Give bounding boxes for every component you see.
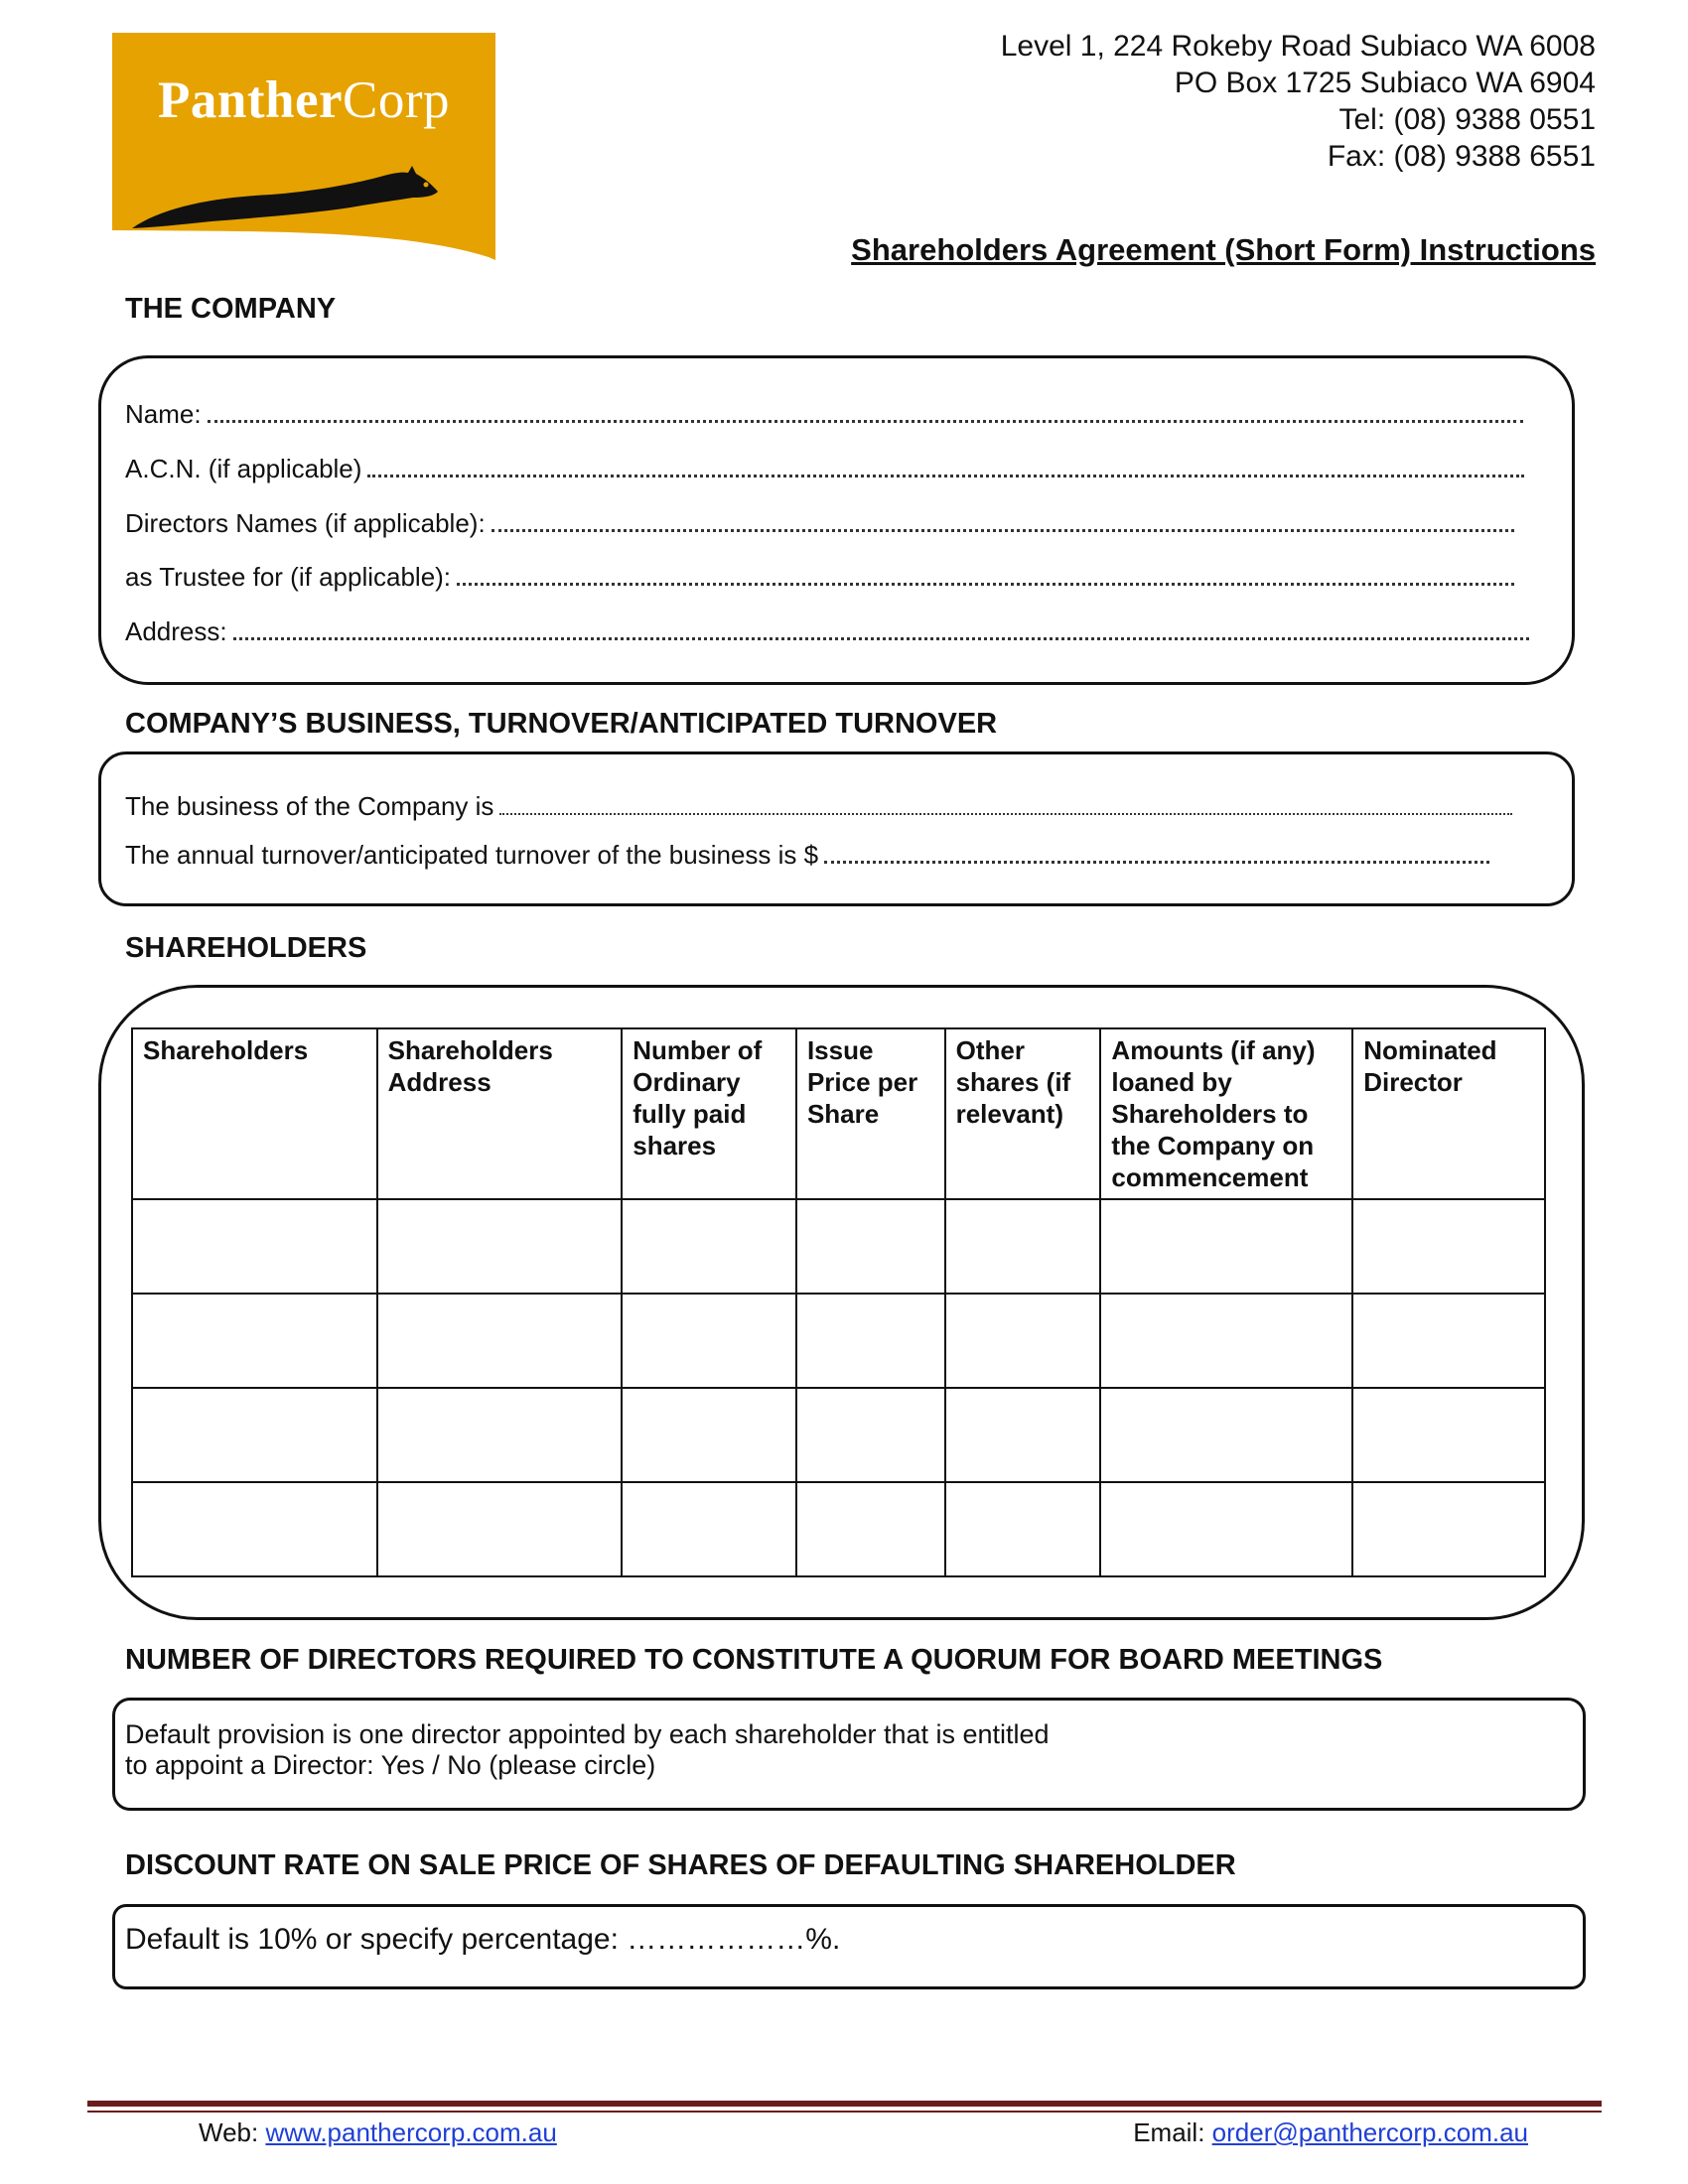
table-cell[interactable] (1100, 1482, 1352, 1576)
section-heading-quorum: NUMBER OF DIRECTORS REQUIRED TO CONSTITUTE A QUORUM FOR BOARD MEETINGS (125, 1644, 1383, 1676)
footer-divider (87, 2101, 1602, 2107)
table-cell[interactable] (1100, 1294, 1352, 1388)
table-cell[interactable] (132, 1294, 377, 1388)
table-cell[interactable] (1352, 1388, 1545, 1482)
table-cell[interactable] (1352, 1199, 1545, 1294)
table-row (132, 1294, 1545, 1388)
quorum-line: Default provision is one director appointed by each shareholder that is entitled (125, 1719, 1050, 1749)
web-label: Web: (199, 2117, 266, 2147)
email-link[interactable]: order@panthercorp.com.au (1211, 2117, 1528, 2147)
logo-wordmark: PantherCorp (157, 71, 451, 129)
column-header: Shareholders Address (377, 1028, 623, 1199)
company-logo (112, 33, 495, 260)
column-header: Amounts (if any) loaned by Shareholders to the Company on commencement (1100, 1028, 1352, 1199)
fill-in-line[interactable] (824, 860, 1489, 864)
table-cell[interactable] (796, 1294, 945, 1388)
column-header: Issue Price per Share (796, 1028, 945, 1199)
company-address-block (1001, 28, 1596, 175)
address-line: PO Box 1725 Subiaco WA 6904 (1174, 67, 1596, 99)
section-heading-business: COMPANY’S BUSINESS, TURNOVER/ANTICIPATED TURNOVER (125, 708, 998, 740)
field-label: A.C.N. (if applicable) (125, 454, 362, 483)
fill-in-line[interactable] (367, 474, 1524, 478)
table-cell[interactable] (622, 1482, 796, 1576)
fill-in-line[interactable] (492, 528, 1514, 532)
section-heading-discount: DISCOUNT RATE ON SALE PRICE OF SHARES OF DEFAULTING SHAREHOLDER (125, 1849, 1236, 1881)
table-cell[interactable] (1100, 1199, 1352, 1294)
percentage-blank[interactable]: ……………… (627, 1923, 806, 1956)
table-row (132, 1388, 1545, 1482)
column-header: Shareholders (132, 1028, 377, 1199)
table-row (132, 1482, 1545, 1576)
table-cell[interactable] (796, 1199, 945, 1294)
table-cell[interactable] (796, 1482, 945, 1576)
table-cell[interactable] (377, 1388, 623, 1482)
business-description-field[interactable] (125, 791, 1512, 822)
table-cell[interactable] (132, 1482, 377, 1576)
discount-field[interactable] (125, 1923, 840, 1957)
table-cell[interactable] (377, 1294, 623, 1388)
footer-web (199, 2117, 557, 2148)
table-cell[interactable] (377, 1482, 623, 1576)
table-row (132, 1199, 1545, 1294)
field-label: The annual turnover/anticipated turnover of the business is $ (125, 840, 819, 870)
table-cell[interactable] (796, 1388, 945, 1482)
quorum-text (125, 1719, 1050, 1781)
shareholders-table (131, 1027, 1546, 1577)
business-details-box (98, 751, 1575, 906)
table-cell[interactable] (945, 1388, 1101, 1482)
trustee-field[interactable] (125, 562, 1514, 593)
logo-background (112, 33, 495, 260)
column-header: Other shares (if relevant) (945, 1028, 1101, 1199)
field-label: The business of the Company is (125, 791, 494, 821)
percent-sign: %. (805, 1923, 841, 1956)
field-label: Address: (125, 616, 227, 646)
table-header-row (132, 1028, 1545, 1199)
table-cell[interactable] (1352, 1294, 1545, 1388)
fill-in-line[interactable] (457, 582, 1514, 586)
table-cell[interactable] (945, 1482, 1101, 1576)
field-label: Directors Names (if applicable): (125, 508, 486, 538)
table-cell[interactable] (132, 1388, 377, 1482)
company-address-field[interactable] (125, 616, 1529, 647)
fill-in-line[interactable] (233, 636, 1529, 640)
section-heading-company: THE COMPANY (125, 293, 337, 325)
section-heading-shareholders: SHAREHOLDERS (125, 932, 367, 964)
acn-field[interactable] (125, 454, 1524, 484)
table-cell[interactable] (622, 1199, 796, 1294)
fax: Fax: (08) 9388 6551 (1327, 140, 1596, 173)
address-line: Level 1, 224 Rokeby Road Subiaco WA 6008 (1000, 30, 1596, 63)
table-cell[interactable] (945, 1294, 1101, 1388)
email-label: Email: (1133, 2117, 1212, 2147)
column-header: Number of Ordinary fully paid shares (622, 1028, 796, 1199)
field-label: Default is 10% or specify percentage: (125, 1923, 628, 1956)
footer-email (1133, 2117, 1528, 2148)
fill-in-line[interactable] (208, 419, 1523, 423)
company-name-field[interactable] (125, 399, 1523, 430)
directors-names-field[interactable] (125, 508, 1514, 539)
table-cell[interactable] (377, 1199, 623, 1294)
table-cell[interactable] (1100, 1388, 1352, 1482)
telephone: Tel: (08) 9388 0551 (1338, 103, 1596, 136)
document-title: Shareholders Agreement (Short Form) Instructions (851, 232, 1596, 267)
quorum-yes-no-option[interactable]: to appoint a Director: Yes / No (please circle) (125, 1750, 656, 1780)
website-link[interactable]: www.panthercorp.com.au (265, 2117, 557, 2147)
footer-divider-thin (87, 2111, 1602, 2113)
table-cell[interactable] (132, 1199, 377, 1294)
fill-in-line[interactable] (499, 812, 1512, 815)
table-cell[interactable] (622, 1388, 796, 1482)
field-label: as Trustee for (if applicable): (125, 562, 452, 592)
table-cell[interactable] (622, 1294, 796, 1388)
column-header: Nominated Director (1352, 1028, 1545, 1199)
field-label: Name: (125, 399, 202, 429)
turnover-field[interactable] (125, 840, 1489, 871)
table-cell[interactable] (945, 1199, 1101, 1294)
table-cell[interactable] (1352, 1482, 1545, 1576)
